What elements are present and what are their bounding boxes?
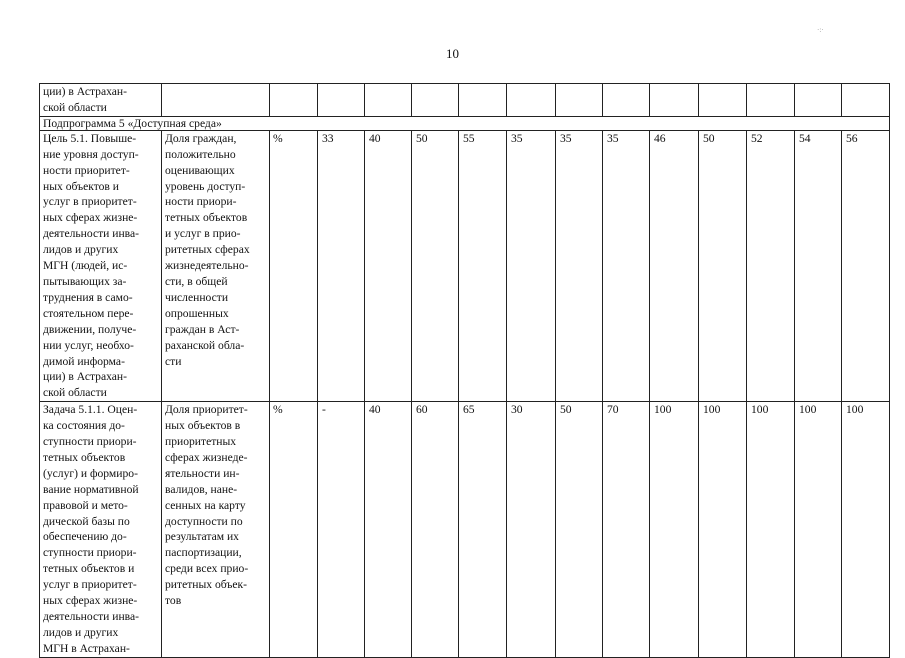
subprogram-title: Подпрограмма 5 «Доступная среда» — [40, 116, 890, 130]
goal-description-cell — [40, 84, 162, 117]
value-cell: 70 — [603, 402, 650, 658]
goal-description-cell-line: правовой и мето- — [43, 498, 128, 512]
indicator-name-cell-line: среди всех прио- — [165, 562, 249, 576]
value-cell — [365, 84, 412, 117]
indicator-name-cell-line: граждан в Аст- — [165, 322, 240, 336]
goal-description-cell-line: вание нормативной — [43, 482, 139, 496]
goal-description-cell-line: ции) в Астрахан- — [43, 370, 127, 384]
indicator-name-cell-line: ных объектов в — [165, 419, 241, 433]
value-cell: 35 — [603, 130, 650, 401]
indicator-name-cell-line: уровень доступ- — [165, 179, 246, 193]
value-cell: 100 — [699, 402, 747, 658]
table-row — [40, 84, 890, 117]
indicator-name-cell — [162, 402, 270, 658]
value-cell: 56 — [842, 130, 890, 401]
goal-description-cell-line: ской области — [43, 386, 107, 400]
goal-description-cell-line: ступности приори- — [43, 435, 137, 449]
goal-description-cell-line: тетных объектов и — [43, 562, 135, 576]
goal-description-cell-line: (услуг) и формиро- — [43, 466, 138, 480]
unit-cell — [270, 84, 318, 117]
goal-description-cell-line: пытывающих за- — [43, 274, 127, 288]
goal-description-cell-line: ние уровня доступ- — [43, 147, 139, 161]
indicator-name-cell-line: сти — [165, 354, 182, 368]
goal-description-cell-line: МГН в Астрахан- — [43, 641, 130, 655]
goal-description-cell-line: ных сферах жизне- — [43, 211, 138, 225]
value-cell — [842, 84, 890, 117]
goal-description-cell-line: Цель 5.1. Повыше- — [43, 131, 137, 145]
value-cell — [650, 84, 699, 117]
value-cell — [412, 84, 459, 117]
goal-description-cell-line: движении, получе- — [43, 322, 137, 336]
indicators-table — [39, 83, 890, 658]
goal-description-cell — [40, 402, 162, 658]
value-cell: 35 — [556, 130, 603, 401]
indicator-name-cell — [162, 130, 270, 401]
goal-description-cell-line: деятельности инва- — [43, 610, 140, 623]
value-cell — [459, 84, 507, 117]
value-cell: 50 — [556, 402, 603, 658]
goal-description-cell — [40, 130, 162, 401]
goal-description-cell-line: МГН (людей, ис- — [43, 259, 128, 273]
indicator-name-cell-line: сенных на карту — [165, 498, 246, 512]
value-cell: 100 — [842, 402, 890, 658]
indicator-name-cell-line: ности приори- — [165, 195, 237, 209]
goal-description-cell-line: ных сферах жизне- — [43, 594, 138, 608]
indicator-name-cell-line: доступности по — [165, 514, 243, 528]
table-row — [40, 130, 890, 401]
indicator-name-cell-line: результатам их — [165, 530, 239, 544]
indicator-name-cell-line: ятельности ин- — [165, 466, 240, 480]
table-row — [40, 402, 890, 658]
indicator-name-cell-line: положительно — [165, 147, 236, 161]
indicator-name-cell-line: приоритетных — [165, 435, 237, 449]
indicator-name-cell — [162, 84, 270, 117]
indicator-name-cell-line: оценивающих — [165, 163, 235, 177]
goal-description-cell-line: ской области — [43, 100, 107, 114]
value-cell: 40 — [365, 402, 412, 658]
value-cell — [747, 84, 795, 117]
value-cell: 65 — [459, 402, 507, 658]
goal-description-cell-line: димой информа- — [43, 354, 125, 368]
goal-description-cell-line: обеспечению до- — [43, 530, 127, 544]
goal-description-cell-line: ности приоритет- — [43, 163, 130, 177]
indicator-name-cell-line: сти, в общей — [165, 274, 228, 288]
indicator-name-cell-line: жизнедеятельно- — [165, 259, 249, 273]
value-cell: 100 — [747, 402, 795, 658]
value-cell — [556, 84, 603, 117]
goal-description-cell-line: деятельности инва- — [43, 227, 140, 241]
goal-description-cell-line: тетных объектов — [43, 450, 126, 464]
indicator-name-cell-line: и услуг в прио- — [165, 227, 241, 241]
value-cell: - — [318, 402, 365, 658]
goal-description-cell-line: услуг в приоритет- — [43, 195, 137, 209]
value-cell: 33 — [318, 130, 365, 401]
value-cell: 52 — [747, 130, 795, 401]
value-cell — [699, 84, 747, 117]
unit-cell: % — [270, 130, 318, 401]
value-cell: 50 — [412, 130, 459, 401]
value-cell: 100 — [795, 402, 842, 658]
goal-description-cell-line: труднения в само- — [43, 290, 133, 304]
goal-description-cell-line: стоятельном пере- — [43, 306, 134, 320]
indicator-name-cell-line: ритетных сферах — [165, 243, 250, 257]
unit-cell: % — [270, 402, 318, 658]
indicator-name-cell-line: опрошенных — [165, 306, 229, 320]
indicator-name-cell-line: сферах жизнеде- — [165, 450, 248, 464]
value-cell — [603, 84, 650, 117]
goal-description-cell-line: ступности приори- — [43, 546, 137, 560]
goal-description-cell-line: ных объектов и — [43, 179, 120, 193]
indicator-name-cell-line: Доля граждан, — [165, 131, 237, 145]
goal-description-cell-line: дической базы по — [43, 514, 130, 528]
value-cell — [318, 84, 365, 117]
value-cell: 54 — [795, 130, 842, 401]
indicator-name-cell-line: валидов, нане- — [165, 482, 238, 496]
indicator-name-cell-line: паспортизации, — [165, 546, 242, 560]
value-cell: 50 — [699, 130, 747, 401]
value-cell — [795, 84, 842, 117]
goal-description-cell-line: лидов и других — [43, 243, 119, 257]
page-number: 10 — [446, 46, 459, 61]
indicator-name-cell-line: раханской обла- — [165, 338, 245, 352]
indicator-name-cell-line: Доля приоритет- — [165, 403, 248, 417]
value-cell: 35 — [507, 130, 556, 401]
value-cell: 55 — [459, 130, 507, 401]
goal-description-cell-line: ка состояния до- — [43, 419, 125, 433]
table-body — [40, 84, 890, 658]
goal-description-cell-line: лидов и других — [43, 625, 119, 639]
scan-artifact: ·:· — [817, 26, 824, 34]
value-cell: 30 — [507, 402, 556, 658]
value-cell: 40 — [365, 130, 412, 401]
subprogram-header-row — [40, 116, 890, 130]
goal-description-cell-line: услуг в приоритет- — [43, 578, 137, 592]
indicator-name-cell-line: тов — [165, 594, 182, 608]
goal-description-cell-line: Задача 5.1.1. Оцен- — [43, 403, 138, 417]
value-cell: 46 — [650, 130, 699, 401]
indicator-name-cell-line: тетных объектов — [165, 211, 248, 225]
indicator-name-cell-line: численности — [165, 290, 229, 304]
value-cell: 100 — [650, 402, 699, 658]
goal-description-cell-line: нии услуг, необхо- — [43, 338, 134, 352]
indicator-name-cell-line: ритетных объек- — [165, 578, 248, 592]
value-cell: 60 — [412, 402, 459, 658]
goal-description-cell-line: ции) в Астрахан- — [43, 85, 127, 98]
value-cell — [507, 84, 556, 117]
